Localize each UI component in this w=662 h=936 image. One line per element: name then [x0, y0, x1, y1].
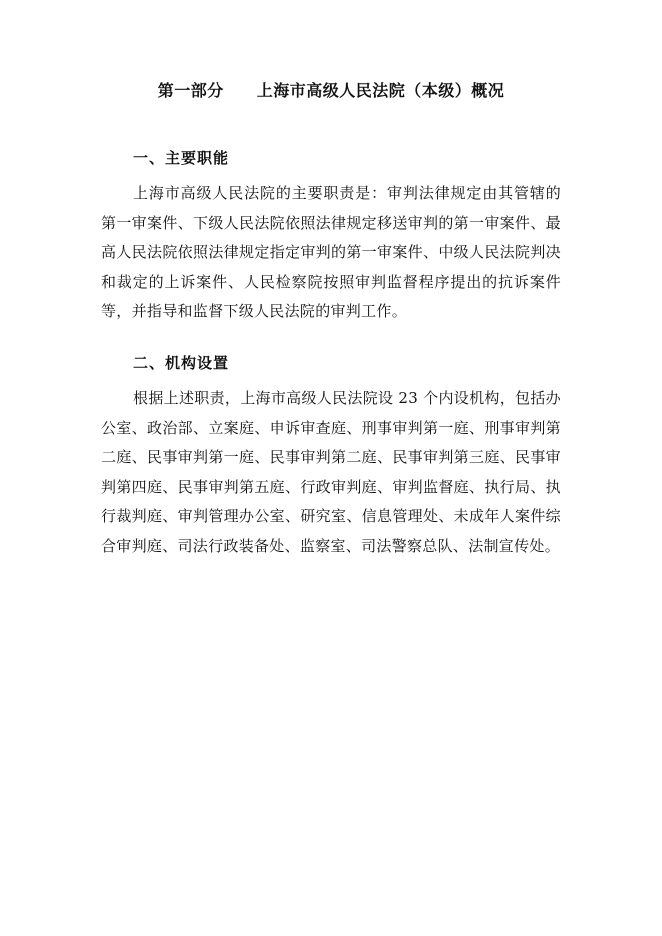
- page-title: 第一部分 上海市高级人民法院（本级）概况: [157, 81, 505, 100]
- section-heading-main-functions: 一、主要职能: [133, 149, 230, 167]
- section-heading-organization: 二、机构设置: [133, 354, 230, 372]
- paragraph-organization: 根据上述职责，上海市高级人民法院设 23 个内设机构，包括办公室、政治部、立案庭、申诉审查庭、刑事审判第一庭、刑事审判第二庭、民事审判第一庭、民事审判第二庭、民事审判第三庭、民事审判第四庭、民事审判第五庭、行政审判庭、审判监督庭、执行局、执行裁判庭、审判管理办公室、研究室、信息管理处、未成年人案件综合审判庭、司法行政装备处、监察室、司法警察总队、法制宣传处。: [101, 389, 561, 555]
- paragraph-main-functions: 上海市高级人民法院的主要职责是：审判法律规定由其管辖的第一审案件、下级人民法院依照法律规定移送审判的第一审案件、最高人民法院依照法律规定指定审判的第一审案件、中级人民法院判决和裁定的上诉案件、人民检察院按照审判监督程序提出的抗诉案件等，并指导和监督下级人民法院的审判工作。: [101, 184, 561, 320]
